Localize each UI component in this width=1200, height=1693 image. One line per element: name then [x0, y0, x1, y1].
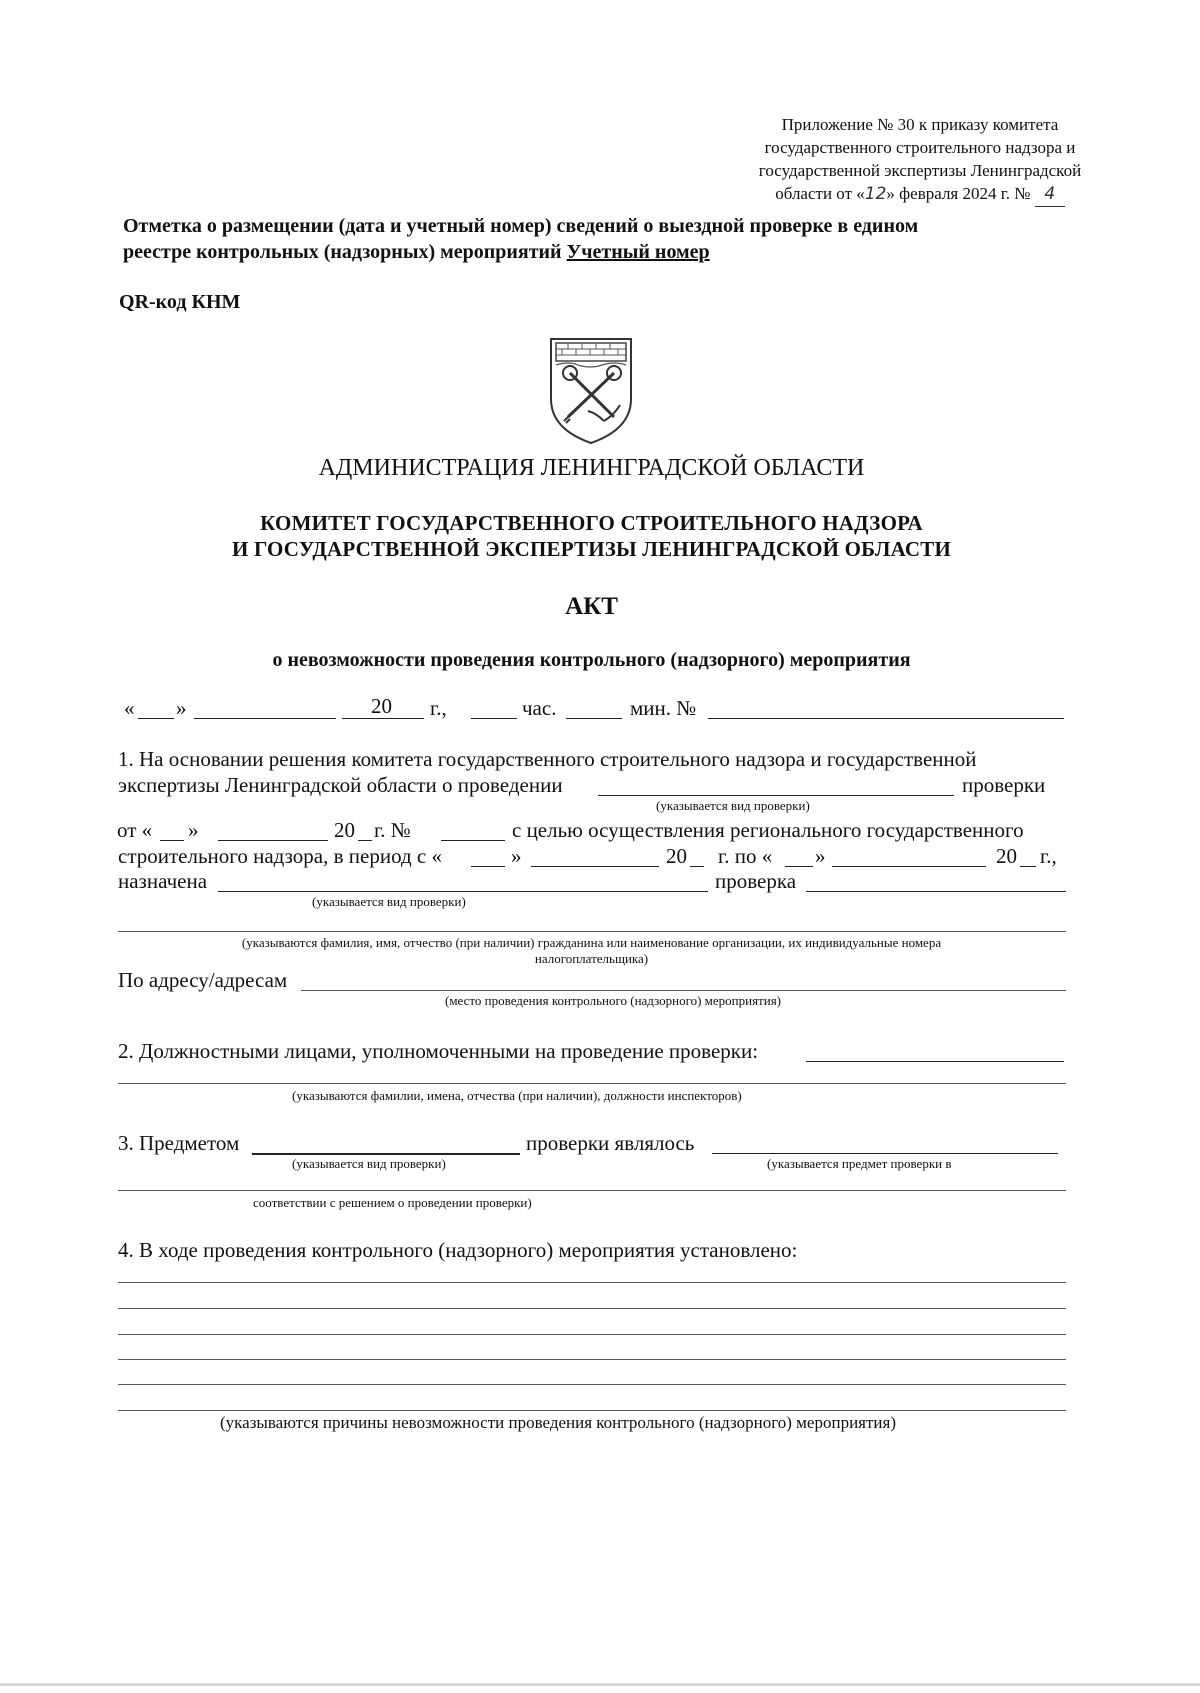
section1-from-label: от « — [117, 818, 153, 842]
decision-number-blank — [441, 840, 505, 841]
findings-line-1 — [118, 1282, 1066, 1283]
caption-subject: (указывается предмет проверки в — [767, 1156, 952, 1171]
registry-note-line-2 — [123, 241, 710, 264]
caption-inspected-person-2: налогоплательщика) — [534, 951, 649, 966]
appendix-date-prefix: области от « — [775, 184, 865, 203]
section3-was-label: проверки являлось — [526, 1131, 695, 1155]
section1-goal: с целью осуществления регионального государственного — [512, 818, 1024, 842]
findings-line-5 — [118, 1384, 1066, 1385]
caption-subject-2: соответствии с решением о проведении проверки) — [253, 1195, 532, 1210]
section1-assigned-label: назначена — [118, 869, 208, 893]
check-type-blank-1 — [598, 795, 954, 796]
date-year-suffix: г., — [430, 696, 447, 720]
committee-title-line-1: КОМИТЕТ ГОСУДАРСТВЕННОГО СТРОИТЕЛЬНОГО НАДЗОРА — [260, 511, 923, 535]
period-to-year-blank — [1020, 866, 1036, 867]
hour-blank — [471, 718, 517, 719]
period-to-suffix: г., — [1040, 844, 1057, 868]
date-open-quote: « — [124, 696, 135, 720]
caption-check-type-2: (указывается вид проверки) — [312, 894, 466, 909]
minute-blank — [566, 718, 622, 719]
subject-check-type-blank — [252, 1153, 520, 1155]
inspectors-blank-2 — [118, 1083, 1066, 1084]
findings-line-4 — [118, 1359, 1066, 1360]
findings-line-2 — [118, 1308, 1066, 1309]
section1-line-2-start: экспертизы Ленинградской области о проведении — [118, 773, 563, 797]
section1-line-2-end: проверки — [962, 773, 1046, 797]
period-to-month-blank — [832, 866, 986, 867]
decision-month-blank — [218, 840, 328, 841]
act-title: АКТ — [565, 593, 618, 620]
subject-blank — [712, 1153, 1058, 1154]
period-to-year: 20 — [996, 844, 1017, 868]
period-from-quote: » — [511, 844, 522, 868]
committee-title-line-2: И ГОСУДАРСТВЕННОЙ ЭКСПЕРТИЗЫ ЛЕНИНГРАДСКОЙ ОБЛАСТИ — [231, 537, 952, 561]
minute-number-label: мин. № — [630, 696, 697, 720]
decision-year-blank — [358, 840, 372, 841]
hour-label: час. — [522, 696, 557, 720]
page-bottom-edge — [0, 1683, 1200, 1686]
appendix-line-2: государственного строительного надзора и — [764, 138, 1076, 157]
period-from-year: 20 — [666, 844, 687, 868]
caption-check-type-1: (указывается вид проверки) — [656, 798, 810, 813]
appendix-line-4 — [700, 182, 1140, 207]
address-label: По адресу/адресам — [118, 968, 288, 992]
section1-year: 20 — [334, 818, 355, 842]
appendix-date-mid: » февраля 2024 г. № — [886, 184, 1031, 203]
section1-period-label: строительного надзора, в период с « — [118, 844, 442, 868]
caption-place: (место проведения контрольного (надзорного) мероприятия) — [445, 993, 782, 1008]
caption-findings: (указываются причины невозможности проведения контрольного (надзорного) мероприятия) — [220, 1413, 896, 1432]
registry-number-label: Учетный номер — [566, 241, 710, 263]
check-type-blank-2 — [218, 891, 708, 892]
date-month-blank — [194, 718, 336, 719]
section2-text: 2. Должностными лицами, уполномоченными на проведение проверки: — [118, 1039, 759, 1063]
section3-subject-label: 3. Предметом — [118, 1131, 240, 1155]
act-number-blank — [708, 718, 1064, 719]
appendix-block — [700, 113, 1140, 207]
coat-of-arms-icon — [548, 337, 634, 445]
date-year-prefix: 20 — [371, 694, 392, 718]
subject-blank-2 — [118, 1190, 1066, 1191]
administration-title: АДМИНИСТРАЦИЯ ЛЕНИНГРАДСКОЙ ОБЛАСТИ — [318, 455, 865, 481]
period-from-month-blank — [531, 866, 659, 867]
appendix-date-day: 12 — [864, 184, 887, 204]
appendix-order-number: 4 — [1035, 183, 1065, 207]
findings-line-6 — [118, 1410, 1066, 1411]
section1-check-label: проверка — [715, 869, 797, 893]
period-from-year-blank — [690, 866, 704, 867]
section4-text: 4. В ходе проведения контрольного (надзорного) мероприятия установлено: — [118, 1238, 798, 1262]
section1-from-quote: » — [188, 818, 199, 842]
appendix-line-3: государственной экспертизы Ленинградской — [758, 161, 1082, 180]
inspectors-blank-1 — [806, 1061, 1064, 1062]
qr-code-label: QR-код КНМ — [119, 291, 241, 313]
inspected-person-blank — [118, 931, 1066, 932]
check-form-blank — [806, 891, 1066, 892]
period-to-day-blank — [785, 866, 813, 867]
caption-inspected-person-1: (указываются фамилия, имя, отчество (при наличии) гражданина или наименование организации, их индивидуальные номера — [241, 935, 942, 950]
act-subtitle: о невозможности проведения контрольного (надзорного) мероприятия — [272, 649, 911, 671]
decision-day-blank — [160, 840, 184, 841]
caption-inspectors: (указываются фамилии, имена, отчества (при наличии), должности инспекторов) — [292, 1088, 742, 1103]
period-from-day-blank — [471, 866, 505, 867]
date-day-blank — [138, 718, 174, 719]
caption-subject-check-type: (указывается вид проверки) — [292, 1156, 446, 1171]
appendix-line-1: Приложение № 30 к приказу комитета — [781, 115, 1059, 134]
findings-line-3 — [118, 1334, 1066, 1335]
registry-note-text: реестре контрольных (надзорных) мероприятий — [123, 241, 562, 263]
coat-of-arms-emblem — [548, 337, 634, 450]
date-close-quote: » — [176, 696, 187, 720]
section1-number-label: г. № — [374, 818, 411, 842]
period-to-label: г. по « — [718, 844, 773, 868]
section1-line-1: 1. На основании решения комитета государственного строительного надзора и государственной — [118, 747, 977, 771]
address-blank — [301, 990, 1066, 991]
period-to-quote: » — [815, 844, 826, 868]
registry-note-line-1: Отметка о размещении (дата и учетный номер) сведений о выездной проверке в едином — [123, 215, 919, 237]
